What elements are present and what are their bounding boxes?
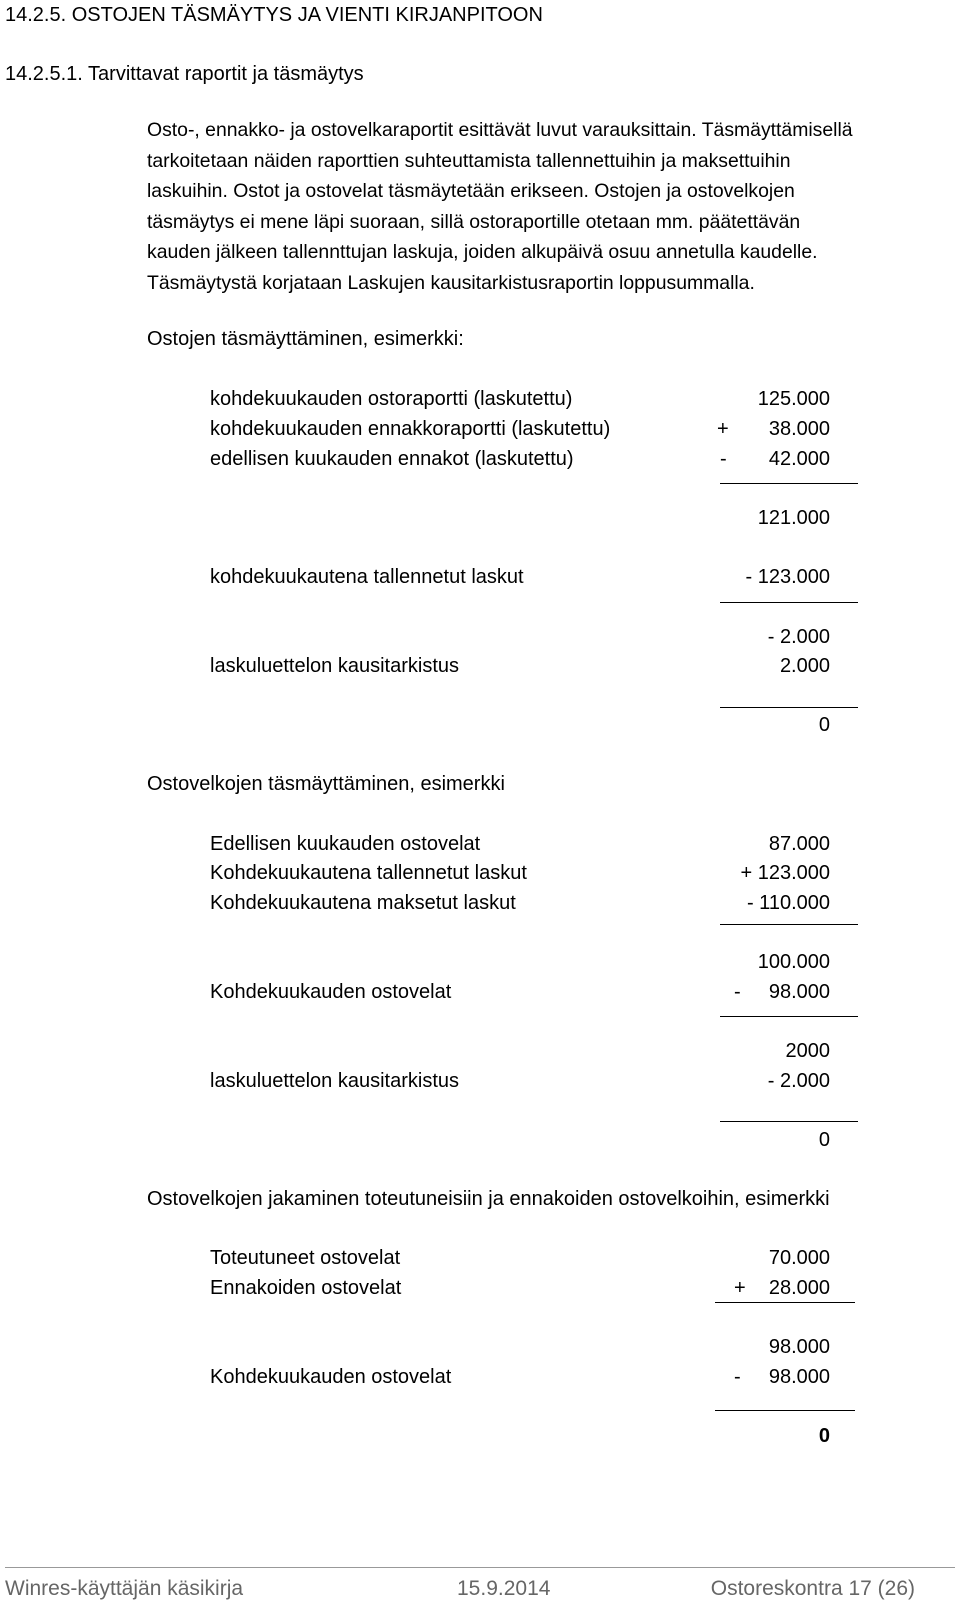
- calc-row-value: 28.000: [768, 1277, 830, 1299]
- calc-row-sign: -: [720, 448, 727, 470]
- sum-rule: [720, 1121, 858, 1122]
- calc-row-value: - 2.000: [767, 1070, 830, 1092]
- calc-row-value: 125.000: [757, 388, 830, 410]
- intro-line: täsmäytys ei mene läpi suoraan, sillä ostoraportille otetaan mm. päätettävän: [147, 210, 801, 233]
- sum-rule: [715, 1302, 855, 1303]
- calc-row-label: kohdekuukautena tallennetut laskut: [210, 566, 524, 588]
- intro-line: tarkoitetaan näiden raporttien suhteuttamista tallennettuihin ja maksettuihin: [147, 149, 791, 172]
- intro-line: kauden jälkeen tallennttujan laskuja, joiden alkupäivä osuu annetulla kaudelle.: [147, 241, 818, 263]
- calc-row-sign: +: [734, 1277, 746, 1299]
- intro-line: Täsmäytystä korjataan Laskujen kausitarkistusraportin loppusummalla.: [147, 271, 755, 294]
- calc-row-value: 87.000: [768, 833, 830, 855]
- calc-row-label: Kohdekuukauden ostovelat: [210, 981, 452, 1003]
- footer-rule: [5, 1567, 955, 1568]
- calc-row-value: 2.000: [779, 655, 830, 677]
- calc-row-value: 70.000: [768, 1247, 830, 1269]
- sum-rule: [715, 1410, 855, 1411]
- calc-row-sign: -: [734, 1366, 741, 1388]
- section1-title: Ostojen täsmäyttäminen, esimerkki:: [147, 328, 464, 350]
- sum-rule: [720, 1016, 858, 1017]
- section3-title: Ostovelkojen jakaminen toteutuneisiin ja ennakoiden ostovelkoihin, esimerkki: [147, 1188, 830, 1210]
- calc-row-sign: -: [734, 981, 741, 1003]
- subtotal-value: 121.000: [757, 507, 830, 529]
- intro-paragraph: [147, 115, 907, 298]
- intro-line: Osto-, ennakko- ja ostovelkaraportit esittävät luvut varauksittain. Täsmäyttämisellä: [147, 119, 853, 141]
- calc-row-value: 38.000: [768, 418, 830, 440]
- sum-rule: [720, 602, 858, 603]
- calc-row-value: 42.000: [768, 448, 830, 470]
- calc-row-value: 98.000: [768, 981, 830, 1003]
- calc-row-label: Kohdekuukauden ostovelat: [210, 1366, 452, 1388]
- subtotal-value: 98.000: [768, 1336, 830, 1358]
- footer-date: 15.9.2014: [457, 1577, 551, 1600]
- calc-row-label: laskuluettelon kausitarkistus: [210, 1070, 460, 1092]
- subtotal-value: 2000: [785, 1040, 830, 1062]
- section-heading: 14.2.5. OSTOJEN TÄSMÄYTYS JA VIENTI KIRJANPITOON: [5, 4, 543, 26]
- calc-row-label: kohdekuukauden ostoraportti (laskutettu): [210, 388, 573, 410]
- calc-row-label: Edellisen kuukauden ostovelat: [210, 833, 481, 855]
- calc-row-value: + 123.000: [740, 862, 830, 884]
- section2-title: Ostovelkojen täsmäyttäminen, esimerkki: [147, 773, 505, 795]
- calc-row-label: laskuluettelon kausitarkistus: [210, 655, 460, 677]
- result-value: 0: [818, 714, 830, 736]
- intro-line: laskuihin. Ostot ja ostovelat täsmäytetään erikseen. Ostojen ja ostovelkojen: [147, 180, 795, 202]
- calc-row-label: Toteutuneet ostovelat: [210, 1247, 401, 1269]
- footer-title: Winres-käyttäjän käsikirja: [5, 1577, 244, 1600]
- calc-row-label: Kohdekuukautena tallennetut laskut: [210, 862, 527, 884]
- calc-row-value: - 110.000: [746, 892, 830, 914]
- calc-row-sign: +: [717, 418, 729, 440]
- sum-rule: [720, 707, 858, 708]
- calc-row-label: edellisen kuukauden ennakot (laskutettu): [210, 448, 574, 470]
- result-value: 0: [818, 1425, 830, 1447]
- subtotal-value: - 2.000: [767, 626, 830, 648]
- sum-rule: [720, 924, 858, 925]
- footer-page: Ostoreskontra 17 (26): [710, 1577, 915, 1600]
- sum-rule: [720, 483, 858, 484]
- calc-row-value: 98.000: [768, 1366, 830, 1388]
- subsection-heading: 14.2.5.1. Tarvittavat raportit ja täsmäytys: [5, 63, 364, 85]
- result-value: 0: [818, 1129, 830, 1151]
- calc-row-label: Ennakoiden ostovelat: [210, 1277, 402, 1299]
- calc-row-label: kohdekuukauden ennakkoraportti (laskutettu): [210, 418, 611, 440]
- calc-row-label: Kohdekuukautena maksetut laskut: [210, 892, 516, 914]
- subtotal-value: 100.000: [757, 951, 830, 973]
- calc-row-value: - 123.000: [745, 566, 830, 588]
